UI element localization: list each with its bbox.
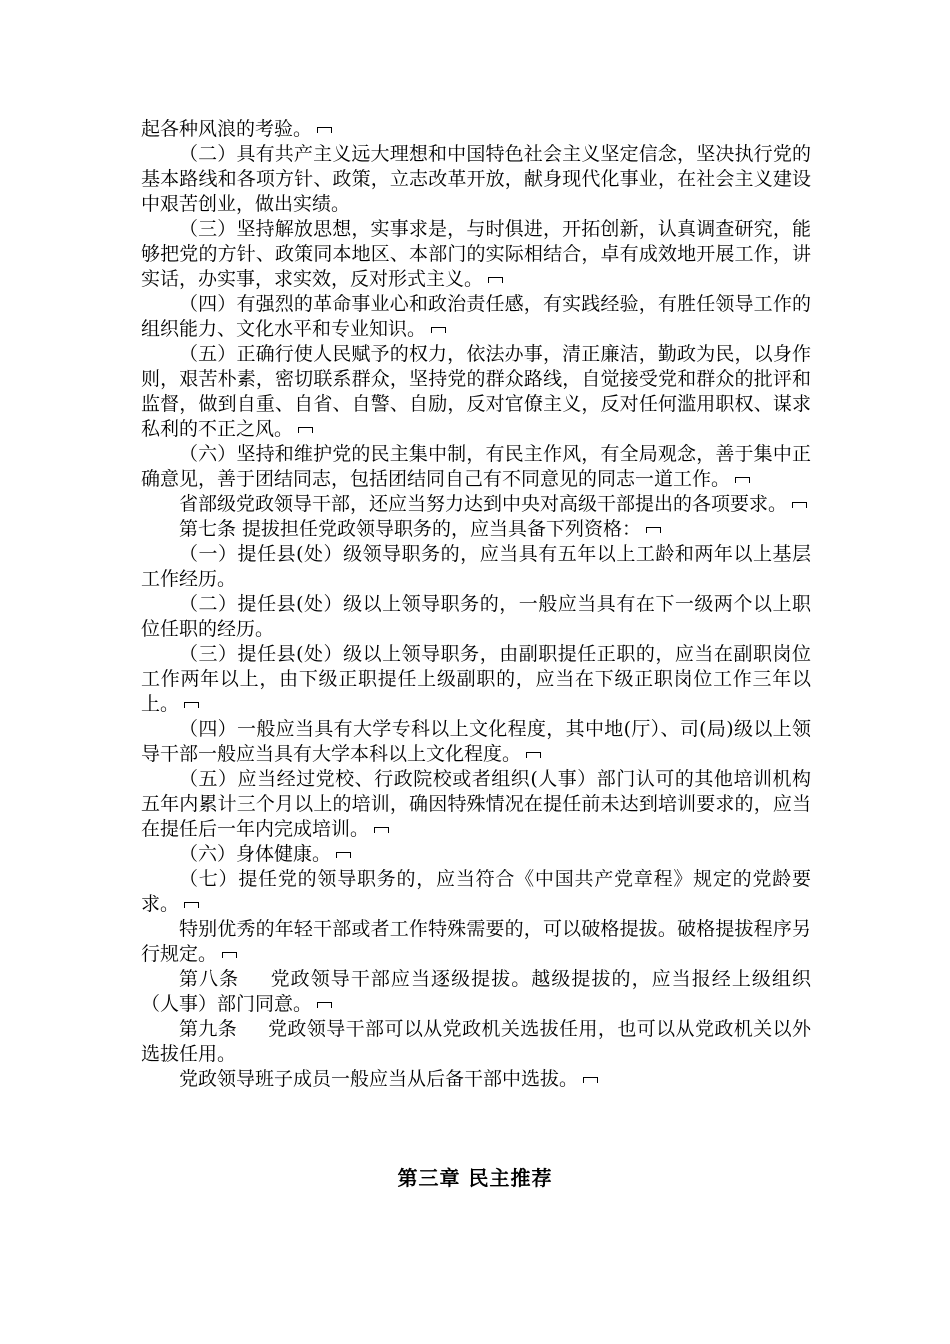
paragraph-mark-icon (317, 127, 332, 133)
paragraph (141, 292, 811, 342)
paragraph (141, 867, 811, 917)
paragraph-text: （四）一般应当具有大学专科以上文化程度，其中地(厅）、司(局)级以上领导干部一般应当具有大学本科以上文化程度。 (141, 718, 811, 765)
paragraph-mark-icon (792, 502, 807, 508)
paragraph-text: （五）正确行使人民赋予的权力，依法办事，清正廉洁，勤政为民，以身作则，艰苦朴素，密切联系群众，坚持党的群众路线，自觉接受党和群众的批评和监督，做到自重、自省、自警、自励，反对官僚主义，反对任何滥用职权、谋求私利的不正之风。 (141, 343, 811, 440)
paragraph-text: 省部级党政领导干部，还应当努力达到中央对高级干部提出的各项要求。 (179, 493, 788, 515)
paragraph-mark-icon (222, 952, 237, 958)
paragraph-text: （二）具有共产主义远大理想和中国特色社会主义坚定信念，坚决执行党的基本路线和各项方针、政策，立志改革开放，献身现代化事业，在社会主义建设中艰苦创业，做出实绩。 (141, 143, 811, 215)
paragraph (141, 592, 811, 642)
paragraph-text: 党政领导班子成员一般应当从后备干部中选拔。 (179, 1068, 579, 1090)
paragraph-text: （三）坚持解放思想，实事求是，与时俱进，开拓创新，认真调查研究，能够把党的方针、政策同本地区、本部门的实际相结合，卓有成效地开展工作，讲实话，办实事，求实效，反对形式主义。 (141, 218, 811, 290)
paragraph (141, 217, 811, 292)
paragraph-mark-icon (526, 752, 541, 758)
paragraph (141, 142, 811, 217)
paragraph-mark-icon (488, 277, 503, 283)
paragraph-text: （六）身体健康。 (179, 843, 332, 865)
paragraph (141, 717, 811, 767)
document-body (141, 117, 811, 1092)
paragraph (141, 342, 811, 442)
paragraph-mark-icon (735, 477, 750, 483)
paragraph-text-continued: 党政领导干部应当逐级提拔。越级提拔的，应当报经上级组织（人事）部门同意。 (141, 968, 811, 1015)
paragraph-mark-icon (431, 327, 446, 333)
paragraph (141, 917, 811, 967)
paragraph (141, 442, 811, 492)
paragraph (141, 642, 811, 717)
paragraph-mark-icon (336, 852, 351, 858)
paragraph-mark-icon (374, 827, 389, 833)
paragraph-mark-icon (646, 527, 661, 533)
paragraph-text: 第八条 (179, 968, 240, 990)
paragraph (141, 1067, 811, 1092)
paragraph-mark-icon (184, 902, 199, 908)
paragraph-text: （五）应当经过党校、行政院校或者组织(人事）部门认可的其他培训机构五年内累计三个月以上的培训，确因特殊情况在提任前未达到培训要求的，应当在提任后一年内完成培训。 (141, 768, 811, 840)
paragraph (141, 542, 811, 592)
paragraph (141, 1017, 811, 1067)
paragraph (141, 842, 811, 867)
paragraph (141, 967, 811, 1017)
paragraph (141, 492, 811, 517)
paragraph-text-continued: 党政领导干部可以从党政机关选拔任用，也可以从党政机关以外选拔任用。 (141, 1018, 811, 1065)
paragraph-text: （六）坚持和维护党的民主集中制，有民主作风，有全局观念，善于集中正确意见，善于团结同志，包括团结同自己有不同意见的同志一道工作。 (141, 443, 811, 490)
paragraph-text: 第七条 提拔担任党政领导职务的，应当具备下列资格： (179, 518, 642, 540)
paragraph-text: （七）提任党的领导职务的，应当符合《中国共产党章程》规定的党龄要求。 (141, 868, 811, 915)
paragraph-mark-icon (184, 702, 199, 708)
paragraph (141, 767, 811, 842)
paragraph-text: （一）提任县(处）级领导职务的，应当具有五年以上工龄和两年以上基层工作经历。 (141, 543, 811, 590)
paragraph-text: 第九条 (179, 1018, 238, 1040)
paragraph-mark-icon (298, 427, 313, 433)
paragraph-text: 特别优秀的年轻干部或者工作特殊需要的，可以破格提拔。破格提拔程序另行规定。 (141, 918, 811, 965)
paragraph (141, 117, 811, 142)
paragraph-text: （二）提任县(处）级以上领导职务的，一般应当具有在下一级两个以上职位任职的经历。 (141, 593, 811, 640)
paragraph (141, 517, 811, 542)
chapter-title: 第三章 民主推荐 (397, 1166, 553, 1190)
paragraph-text: （三）提任县(处）级以上领导职务，由副职提任正职的，应当在副职岗位工作两年以上，由下级正职提任上级副职的，应当在下级正职岗位工作三年以上。 (141, 643, 811, 715)
paragraph-text: 起各种风浪的考验。 (141, 118, 313, 140)
paragraph-mark-icon (583, 1077, 598, 1083)
paragraph-text: （四）有强烈的革命事业心和政治责任感，有实践经验，有胜任领导工作的组织能力、文化水平和专业知识。 (141, 293, 811, 340)
paragraph-mark-icon (317, 1002, 332, 1008)
